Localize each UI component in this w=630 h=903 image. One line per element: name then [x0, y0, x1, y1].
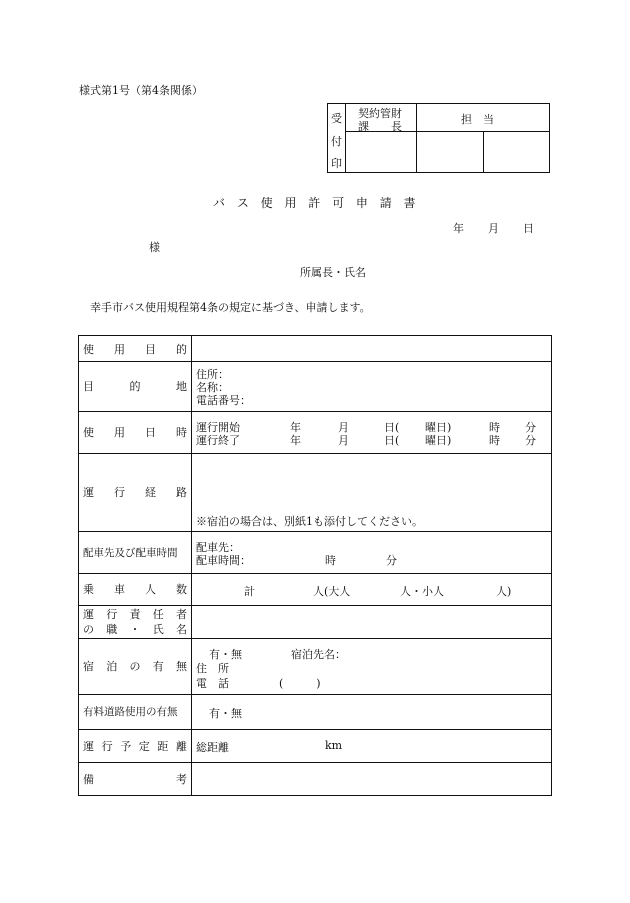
lodging-yes-no: 有・無 [209, 648, 242, 661]
destination-label: 目 的 地 [83, 380, 187, 393]
start-year: 年 [290, 421, 301, 434]
route-note: ※宿泊の場合は、別紙1も添付してください。 [196, 515, 423, 528]
dispatch-minute: 分 [386, 554, 397, 567]
end-hour: 時 [489, 434, 500, 447]
distance-total: 総距離 [196, 741, 229, 754]
passengers-label: 乗 車 人 数 [83, 583, 187, 596]
lodging-place-name: 宿泊先名： [291, 648, 346, 661]
distance-label: 運 行 予 定 距 離 [83, 739, 187, 753]
addressee-suffix: 様 [149, 241, 160, 254]
end-minute: 分 [525, 434, 536, 447]
lodging-phone-paren: ( ) [279, 677, 321, 690]
date-year: 年 [453, 222, 464, 235]
staff-label: 担 当 [461, 113, 494, 126]
start-hour: 時 [489, 421, 500, 434]
supervisor-label-line2: の 職 ・ 氏 名 [83, 623, 187, 636]
remarks-label: 備 考 [83, 772, 187, 786]
receipt-char-1: 受 [331, 112, 342, 125]
start-label: 運行開始 [196, 421, 240, 434]
dispatch-place-label: 配車先： [196, 541, 240, 554]
passengers-children: 人・小人 [400, 585, 444, 598]
end-month: 月 [338, 434, 349, 447]
end-day: 日( [384, 434, 400, 447]
purpose-label: 使 用 目 的 [83, 342, 187, 356]
end-weekday: 曜日) [425, 434, 452, 447]
start-month: 月 [338, 421, 349, 434]
dispatch-label: 配車先及び配車時間 [83, 546, 178, 559]
dates-label: 使 用 日 時 [83, 426, 187, 439]
applicant-label: 所属長・氏名 [300, 266, 366, 279]
lodging-phone-char-1: 電 [196, 677, 207, 690]
lodging-address-char-2: 所 [218, 662, 229, 675]
lodging-label: 宿 泊 の 有 無 [83, 660, 187, 673]
lodging-phone-char-2: 話 [218, 677, 229, 690]
passengers-total: 計 [244, 585, 255, 598]
intro-text: 幸手市バス使用規程第4条の規定に基づき、申請します。 [90, 301, 371, 314]
date-month: 月 [488, 222, 499, 235]
toll-yes-no: 有・無 [209, 707, 242, 720]
date-day: 日 [523, 222, 534, 235]
dispatch-time-label: 配車時間： [196, 554, 251, 567]
start-minute: 分 [525, 421, 536, 434]
start-weekday: 曜日) [425, 421, 452, 434]
end-label: 運行終了 [196, 434, 240, 447]
supervisor-label-line1: 運 行 責 任 者 [83, 608, 187, 621]
passengers-close: 人) [496, 585, 512, 598]
toll-label: 有料道路使用の有無 [83, 706, 178, 718]
lodging-address-char-1: 住 [196, 662, 207, 675]
application-table [78, 335, 552, 796]
route-label: 運 行 経 路 [83, 486, 187, 499]
end-year: 年 [290, 434, 301, 447]
destination-address-label: 住所： [196, 368, 229, 381]
dispatch-hour: 時 [325, 554, 336, 567]
form-title: バ ス 使 用 許 可 申 請 書 [213, 196, 420, 210]
receipt-char-3: 印 [331, 157, 342, 170]
distance-unit: km [325, 739, 343, 752]
start-day: 日( [384, 421, 400, 434]
receipt-char-2: 付 [331, 135, 342, 148]
form-number: 様式第1号（第4条関係） [79, 84, 203, 97]
destination-name-label: 名称： [196, 381, 229, 394]
manager-label-2: 課 長 [358, 120, 402, 133]
destination-phone-label: 電話番号： [196, 394, 251, 407]
receipt-stamp-box [327, 103, 550, 173]
passengers-adults: 人(大人 [313, 585, 351, 598]
manager-label-1: 契約管財 [358, 107, 402, 120]
